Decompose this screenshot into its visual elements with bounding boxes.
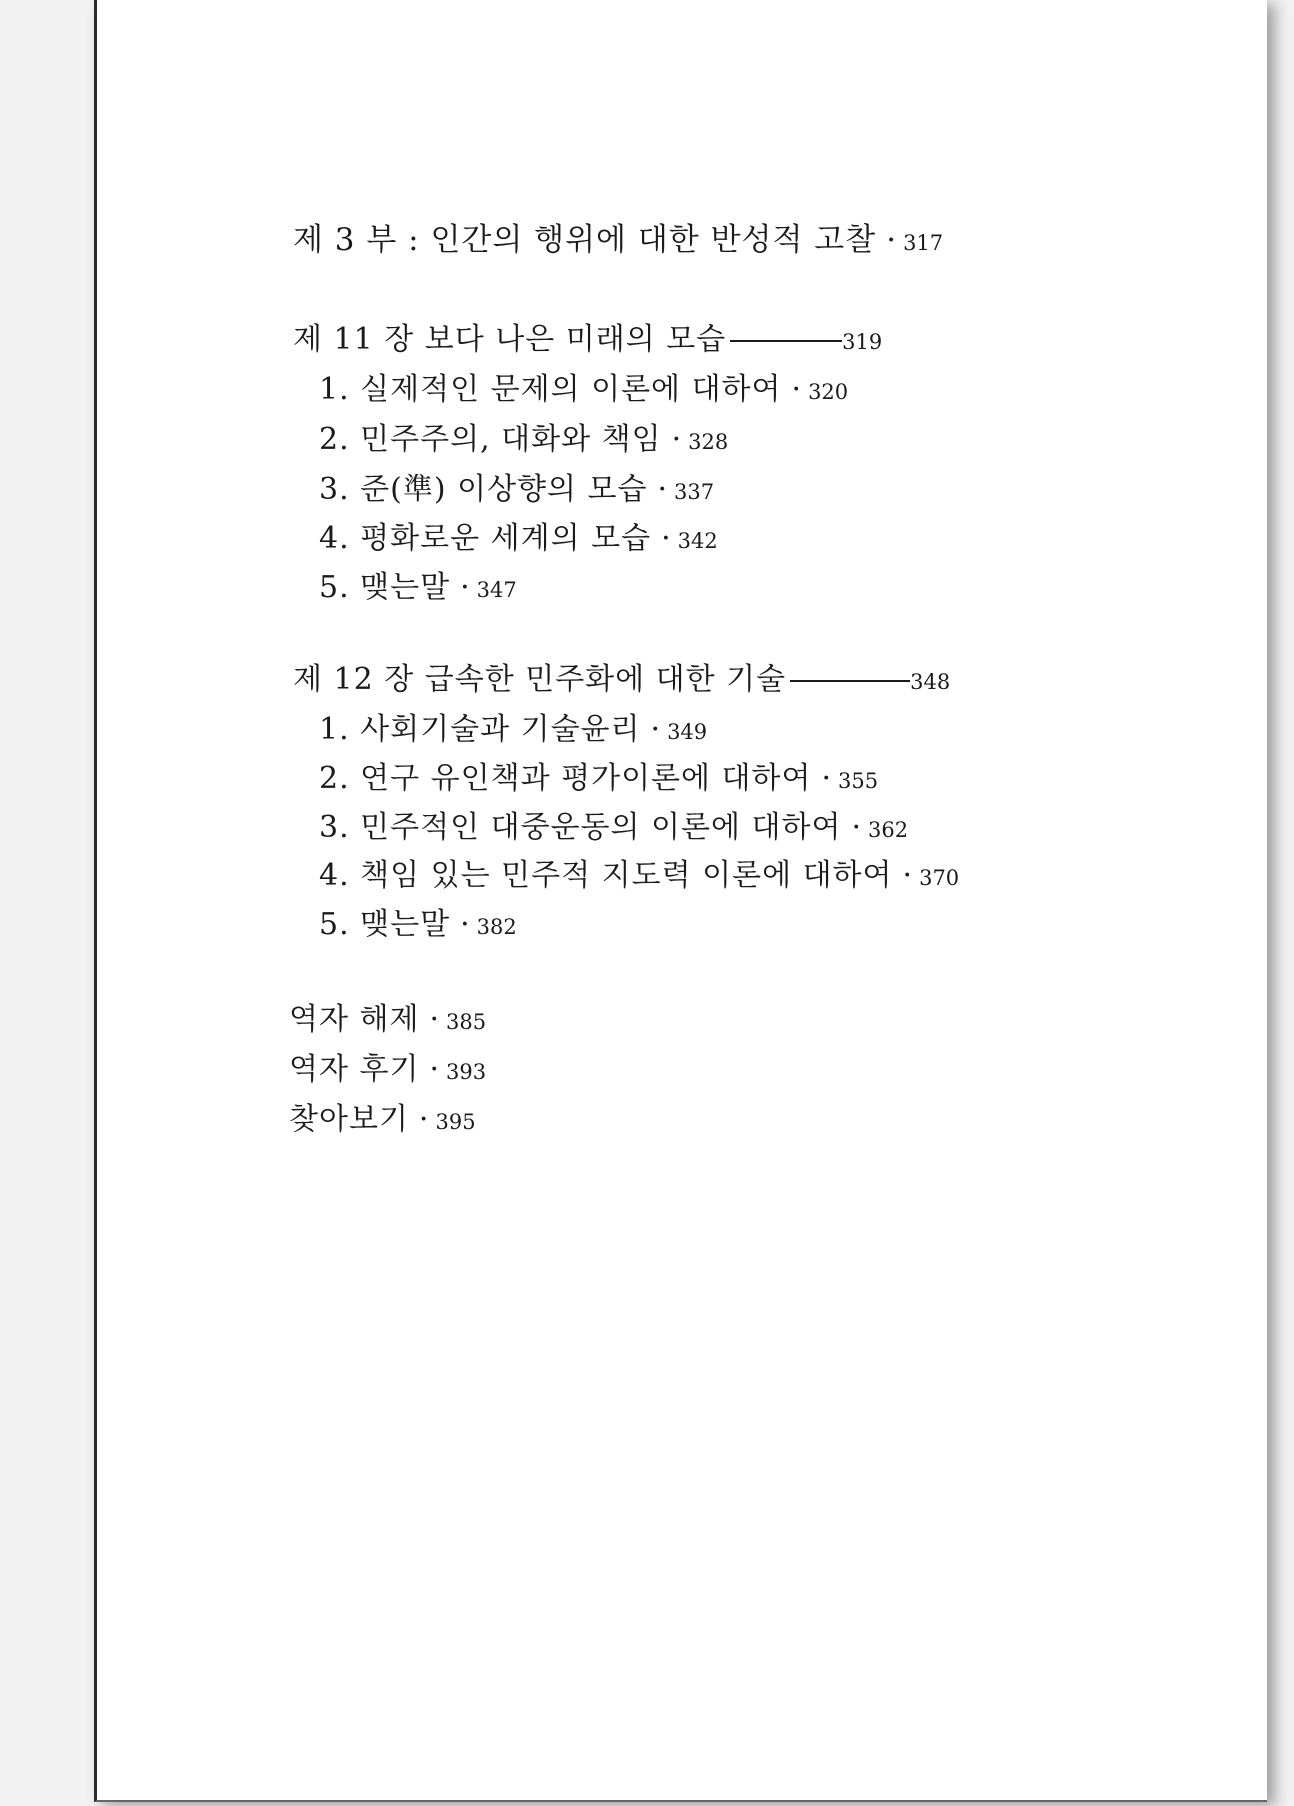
toc-entry (319, 422, 728, 460)
entry-title: 3. 준(準) 이상향의 모습 (319, 472, 648, 507)
separator-dot: · (791, 372, 803, 407)
page-number: 320 (808, 380, 849, 404)
page-number: 319 (842, 330, 883, 354)
page-number: 395 (435, 1110, 476, 1134)
entry-title: 찾아보기 (289, 1102, 409, 1137)
separator-dot: · (886, 222, 898, 258)
entry-title: 2. 연구 유인책과 평가이론에 대하여 (319, 761, 812, 796)
toc-entry (319, 372, 848, 410)
appendix-entry (289, 1052, 486, 1090)
page-number: 370 (919, 866, 960, 890)
separator-dot: · (851, 810, 863, 845)
chapter-title: 제 12 장 급속한 민주화에 대한 기술 (293, 662, 787, 697)
toc-entry (319, 521, 718, 559)
page-number: 317 (903, 231, 944, 255)
separator-dot: · (902, 858, 914, 893)
document-page (94, 0, 1267, 1802)
entry-title: 2. 민주주의, 대화와 책임 (319, 422, 662, 457)
toc-entry (319, 570, 517, 608)
entry-title: 1. 실제적인 문제의 이론에 대하여 (319, 372, 782, 407)
chapter-heading (293, 322, 882, 360)
entry-title: 3. 민주적인 대중운동의 이론에 대하여 (319, 810, 842, 845)
separator-dot: · (418, 1102, 430, 1137)
chapter-title: 제 11 장 보다 나은 미래의 모습 (293, 322, 727, 357)
separator-dot: · (429, 1052, 441, 1087)
entry-title: 5. 맺는말 (319, 570, 451, 605)
separator-dot: · (657, 472, 669, 507)
leader-line (790, 680, 910, 682)
separator-dot: · (661, 521, 672, 556)
page-number: 355 (838, 769, 879, 793)
entry-title: 역자 후기 (289, 1052, 420, 1087)
part-heading (293, 222, 943, 261)
entry-title: 1. 사회기술과 기술윤리 (319, 712, 641, 747)
chapter-heading (293, 662, 950, 700)
toc-entry (319, 907, 517, 945)
entry-title: 4. 평화로운 세계의 모습 (319, 521, 652, 556)
separator-dot: · (671, 422, 683, 457)
appendix-entry (289, 1002, 486, 1040)
toc-entry (319, 810, 908, 848)
page-number: 393 (446, 1060, 487, 1084)
separator-dot: · (821, 761, 833, 796)
leader-line (730, 340, 842, 342)
page-number: 337 (674, 480, 715, 504)
page-number: 328 (688, 430, 729, 454)
part-title: 제 3 부 : 인간의 행위에 대한 반성적 고찰 (293, 222, 877, 258)
toc-entry (319, 712, 707, 750)
toc-entry (319, 472, 714, 510)
page-number: 347 (476, 578, 517, 602)
toc-entry (319, 858, 959, 896)
entry-title: 역자 해제 (289, 1002, 420, 1037)
page-number: 362 (868, 818, 909, 842)
page-number: 349 (667, 720, 708, 744)
separator-dot: · (460, 907, 471, 942)
separator-dot: · (460, 570, 471, 605)
page-number: 342 (677, 529, 718, 553)
entry-title: 5. 맺는말 (319, 907, 451, 942)
entry-title: 4. 책임 있는 민주적 지도력 이론에 대하여 (319, 858, 893, 893)
page-number: 382 (476, 915, 517, 939)
separator-dot: · (650, 712, 662, 747)
page-number: 385 (446, 1010, 487, 1034)
separator-dot: · (429, 1002, 441, 1037)
toc-entry (319, 761, 878, 799)
page-number: 348 (910, 670, 951, 694)
appendix-entry (289, 1102, 476, 1140)
